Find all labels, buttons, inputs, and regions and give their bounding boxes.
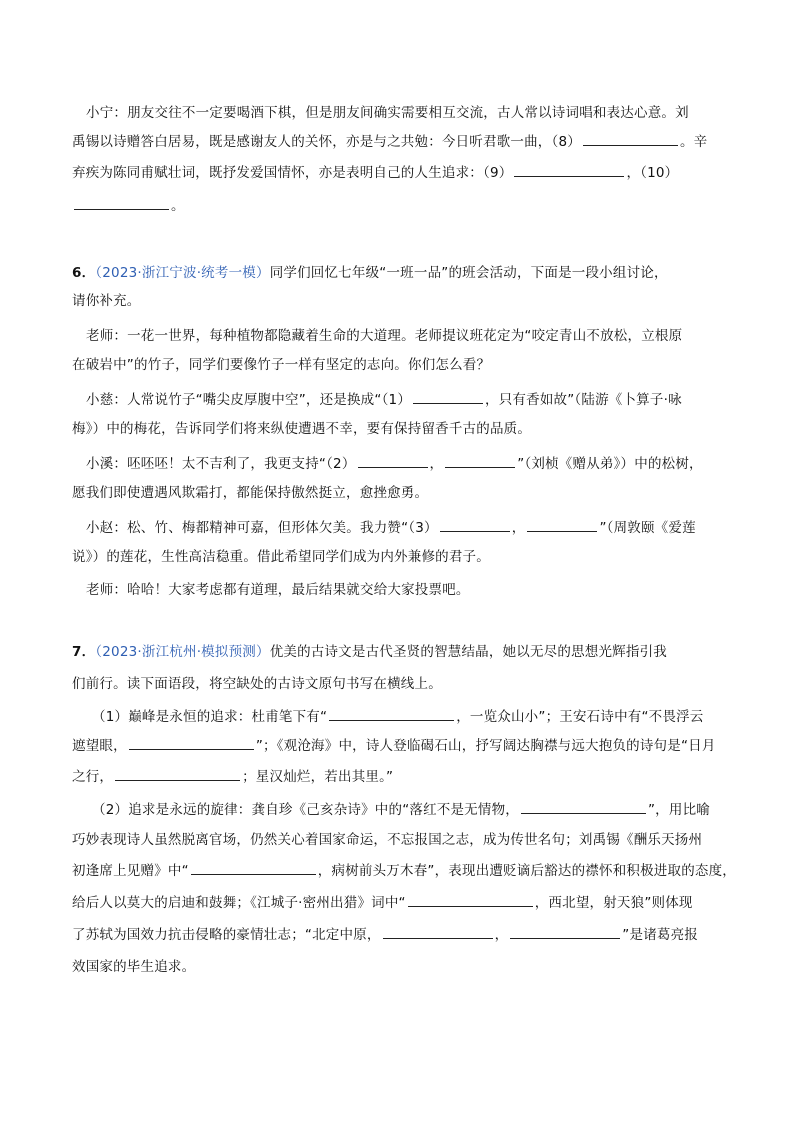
text-line: 愿我们即使遭遇风欺霜打，都能保持傲然挺立，愈挫愈勇。 xyxy=(72,485,429,501)
answer-blank-7-1a[interactable] xyxy=(329,707,454,721)
answer-blank-6-2b[interactable] xyxy=(445,454,515,468)
answer-blank-7-2b[interactable] xyxy=(191,861,316,875)
text-line: 梅》）中的梅花，告诉同学们将来纵使遭遇不幸，要有保持留香千古的品质。 xyxy=(72,421,532,437)
text-line: （2）追求是永远的旋律：龚自珍《己亥杂诗》中的“落红不是无情物， ”，用比喻 xyxy=(92,802,710,818)
answer-blank-7-1b[interactable] xyxy=(129,736,254,750)
text-line: 说》）的莲花，生性高洁稳重。借此希望同学们成为内外兼修的君子。 xyxy=(72,549,490,565)
text-line: 小赵：松、竹、梅都精神可嘉，但形体欠美。我力赞“（3） ， ”（周敦颐《爱莲 xyxy=(86,520,696,536)
answer-blank-6-3b[interactable] xyxy=(527,518,597,532)
text-line: 老师：一花一世界，每种植物都隐藏着生命的大道理。老师提议班花定为“咬定青山不放松，立根原 xyxy=(86,328,683,344)
answer-blank-9[interactable] xyxy=(514,163,624,177)
question-7-header: 7．（2023·浙江杭州·模拟预测）优美的古诗文是古代圣贤的智慧结晶，她以无尽的思想光辉指引我 xyxy=(72,644,667,660)
answer-blank-6-3a[interactable] xyxy=(440,518,510,532)
text-line: 禹锡以诗赠答白居易，既是感谢友人的关怀，亦是与之共勉：今日听君歌一曲，（8） 。辛 xyxy=(72,134,708,150)
answer-blank-10[interactable] xyxy=(74,196,169,210)
text-line: 。 xyxy=(72,196,185,216)
text-line: 小慈：人常说竹子“嘴尖皮厚腹中空”，还是换成“（1） ，只有香如故”（陆游《卜算子·咏 xyxy=(86,392,682,408)
text-line: 效国家的毕生追求。 xyxy=(72,959,196,975)
text-line: 弃疾为陈同甫赋壮词，既抒发爱国情怀，亦是表明自己的人生追求：（9） ，（10） xyxy=(72,165,679,181)
answer-blank-6-2a[interactable] xyxy=(358,454,428,468)
text-line: 之行， ；星汉灿烂，若出其里。” xyxy=(72,769,394,785)
question-source: （2023·浙江杭州·模拟预测） xyxy=(95,644,270,660)
text-line: 小溪：呸呸呸！太不吉利了，我更支持“（2） ， ”（刘桢《赠从弟》）中的松树， xyxy=(86,456,703,472)
question-source: （2023·浙江宁波·统考一模） xyxy=(95,265,270,281)
answer-blank-7-2a[interactable] xyxy=(521,800,646,814)
answer-blank-6-1[interactable] xyxy=(413,390,483,404)
question-6-header: 6．（2023·浙江宁波·统考一模）同学们回忆七年级“一班一品”的班会活动，下面是一段小组讨论， xyxy=(72,265,668,281)
text-line: 在破岩中”的竹子，同学们要像竹子一样有坚定的志向。你们怎么看？ xyxy=(72,357,491,373)
text-line: 请你补充。 xyxy=(72,293,141,309)
text-line: 给后人以莫大的启迪和鼓舞；《江城子·密州出猎》词中“ ，西北望，射天狼”则体现 xyxy=(72,895,693,911)
text-line: 巧妙表现诗人虽然脱离官场，仍然关心着国家命运，不忘报国之志，成为传世名句；刘禹锡《酬乐天扬州 xyxy=(72,832,703,848)
answer-blank-7-2d[interactable] xyxy=(383,925,493,939)
text-line: （1）巅峰是永恒的追求：杜甫笔下有“ ，一览众山小”；王安石诗中有“不畏浮云 xyxy=(92,709,704,725)
answer-blank-7-2c[interactable] xyxy=(408,893,533,907)
text-line: 老师：哈哈！大家考虑都有道理，最后结果就交给大家投票吧。 xyxy=(86,582,470,598)
text-line: 了苏轼为国效力抗击侵略的豪情壮志；“北定中原， ， ”是诸葛亮报 xyxy=(72,927,698,943)
answer-blank-7-1c[interactable] xyxy=(115,767,240,781)
answer-blank-8[interactable] xyxy=(583,132,678,146)
text-line: 小宁：朋友交往不一定要喝酒下棋，但是朋友间确实需要相互交流，古人常以诗词唱和表达心意。刘 xyxy=(86,105,689,121)
text-line: 初逢席上见赠》中“ ，病树前头万木春”，表现出遭贬谪后豁达的襟怀和积极进取的态度， xyxy=(72,863,736,879)
answer-blank-7-2e[interactable] xyxy=(510,925,620,939)
text-line: 遮望眼， ”；《观沧海》中，诗人登临碣石山，抒写阔达胸襟与远大抱负的诗句是“日月 xyxy=(72,738,716,754)
text-line: 们前行。读下面语段，将空缺处的古诗文原句书写在横线上。 xyxy=(72,676,442,692)
